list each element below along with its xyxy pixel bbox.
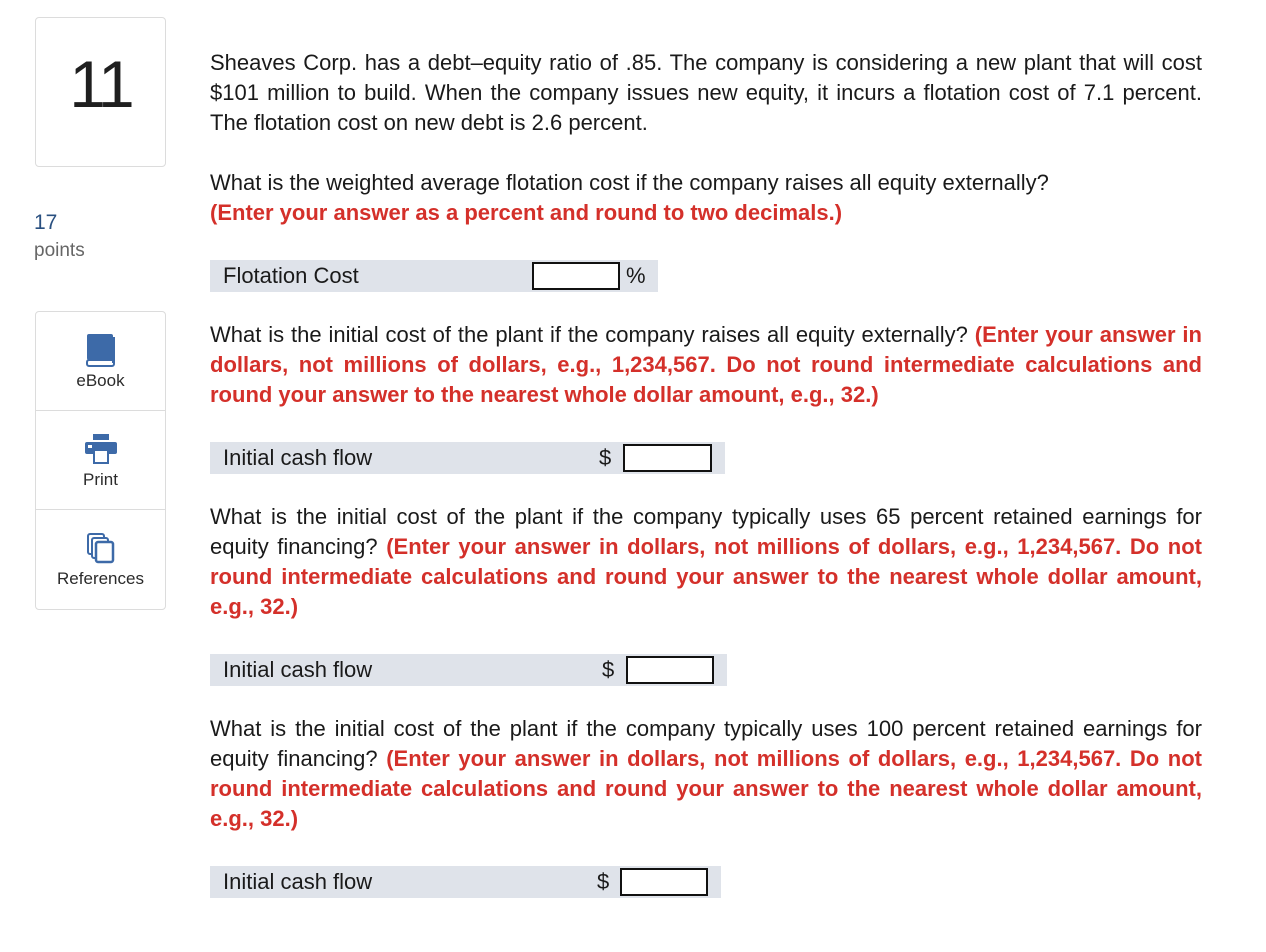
answer-label: Initial cash flow: [223, 445, 373, 470]
answer-label: Initial cash flow: [223, 657, 373, 682]
question-part-3: [210, 502, 1202, 622]
print-label: Print: [83, 470, 118, 489]
question-number-box: [35, 17, 166, 167]
print-button[interactable]: [36, 411, 165, 510]
question-2-text: What is the initial cost of the plant if the company raises all equity externally?: [210, 322, 968, 347]
answer-row-flotation-cost: [210, 260, 658, 292]
answer-label: Flotation Cost: [223, 263, 359, 288]
question-part-1: [210, 168, 1202, 228]
points-value: 17: [34, 211, 58, 234]
question-part-2: [210, 320, 1202, 410]
problem-intro: Sheaves Corp. has a debt–equity ratio of .85. The company is considering a new plant that will cost $101 million to build. When the company issues new equity, it incurs a flotation cost of 7.1 percent. The flotation cost on new debt is 2.6 percent.: [210, 50, 1202, 135]
flotation-cost-input[interactable]: [532, 262, 620, 290]
references-button[interactable]: [36, 510, 165, 609]
question-part-4: [210, 714, 1202, 834]
initial-cash-flow-input-2[interactable]: [626, 656, 714, 684]
references-label: References: [57, 569, 144, 588]
answer-row-initial-cash-flow-2: [210, 654, 727, 686]
copy-icon: [86, 530, 116, 566]
answer-row-initial-cash-flow-1: [210, 442, 725, 474]
book-icon: [86, 332, 116, 368]
question-4-text: What is the initial cost of the plant if the company typically uses 100 percent retained earnings for equity financing?: [210, 716, 1202, 771]
question-number: 11: [69, 47, 132, 121]
ebook-label: eBook: [76, 371, 125, 390]
question-content: [210, 48, 1202, 834]
question-3-instruction: (Enter your answer in dollars, not millions of dollars, e.g., 1,234,567. Do not round intermediate calculations and round your answer to the nearest whole dollar amount, e.g., 32.): [210, 534, 1202, 619]
dollar-unit: $: [597, 869, 610, 894]
answer-label: Initial cash flow: [223, 869, 373, 894]
points-label: points: [34, 240, 85, 261]
question-1-instruction: (Enter your answer as a percent and round to two decimals.): [210, 200, 843, 225]
ebook-button[interactable]: [36, 312, 165, 411]
dollar-unit: $: [602, 657, 615, 682]
printer-icon: [84, 431, 118, 467]
dollar-unit: $: [599, 445, 612, 470]
question-2-instruction: (Enter your answer in dollars, not millions of dollars, e.g., 1,234,567. Do not round intermediate calculations and round your answer to the nearest whole dollar amount, e.g., 32.): [210, 322, 1202, 407]
answer-row-initial-cash-flow-3: [210, 866, 721, 898]
question-3-text: What is the initial cost of the plant if the company typically uses 65 percent retained earnings for equity financing?: [210, 504, 1202, 559]
resource-panel: [35, 311, 166, 610]
initial-cash-flow-input-3[interactable]: [620, 868, 708, 896]
question-4-instruction: (Enter your answer in dollars, not millions of dollars, e.g., 1,234,567. Do not round intermediate calculations and round your answer to the nearest whole dollar amount, e.g., 32.): [210, 746, 1202, 831]
percent-unit: %: [626, 263, 646, 288]
question-1-text: What is the weighted average flotation cost if the company raises all equity externally?: [210, 170, 1049, 195]
initial-cash-flow-input-1[interactable]: [623, 444, 712, 472]
